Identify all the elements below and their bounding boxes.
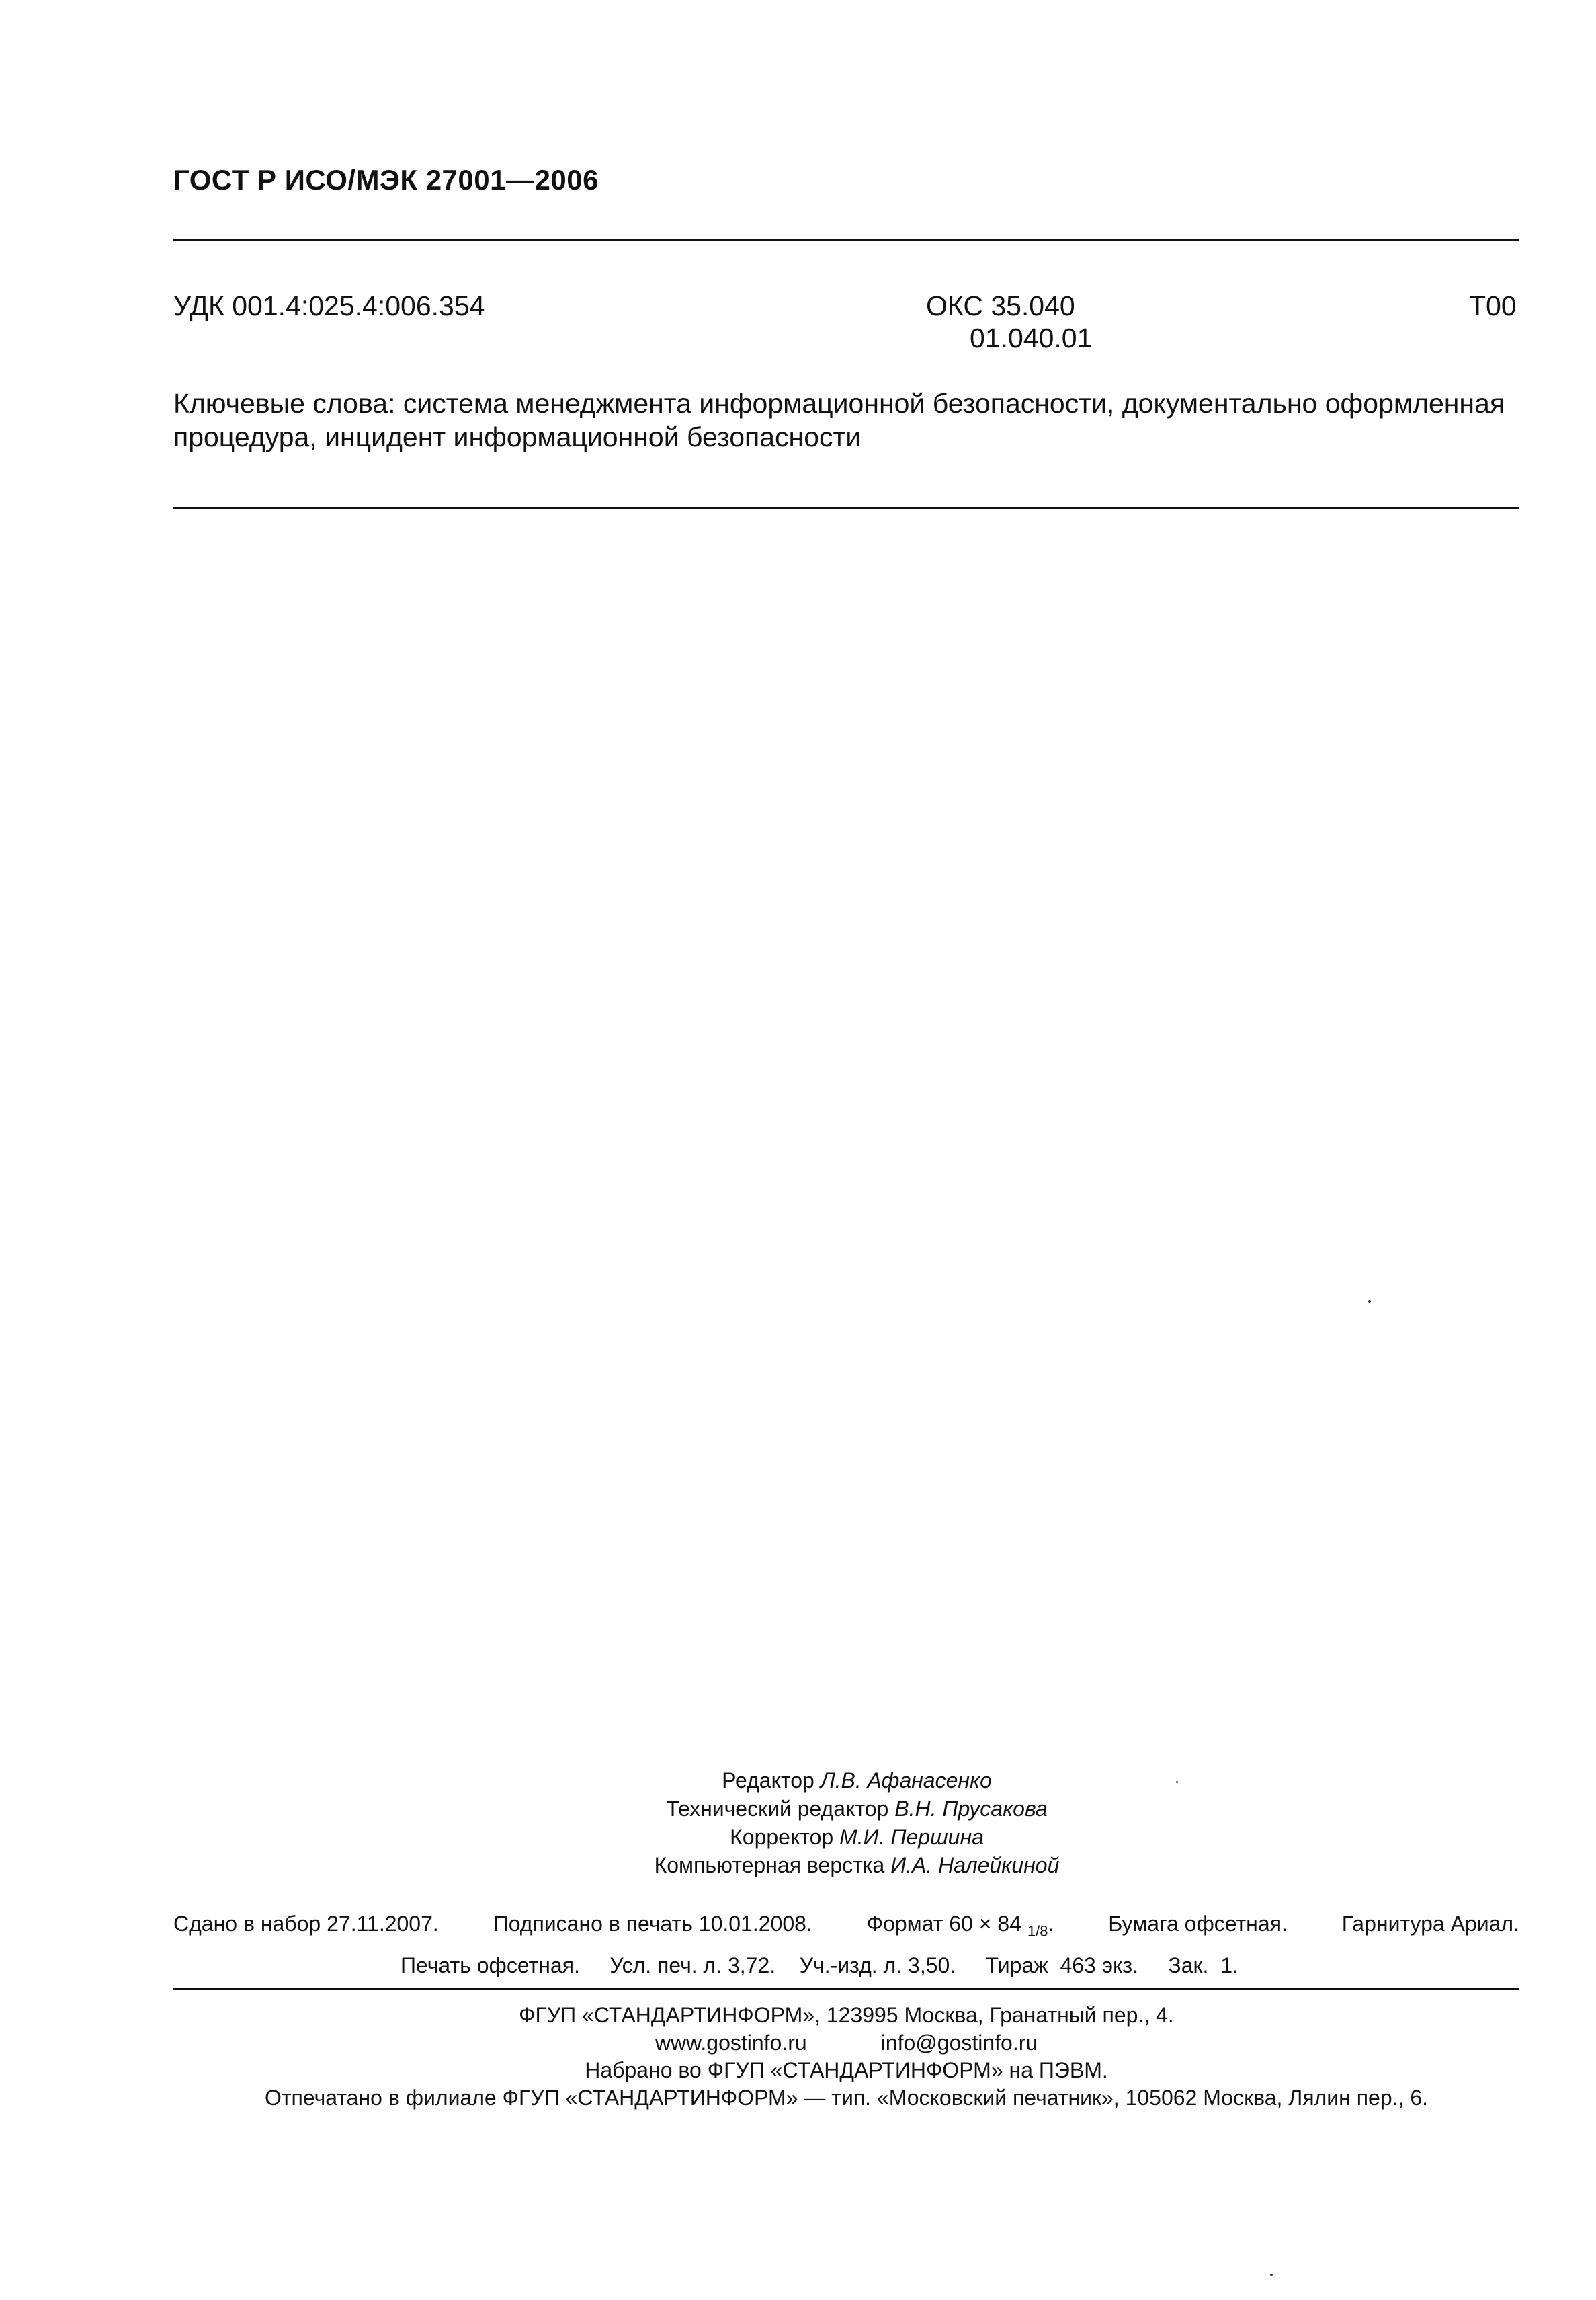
imprint-divider	[173, 1988, 1519, 1990]
imprint-print-sheets: Усл. печ. л. 3,72.	[610, 1953, 776, 1977]
imprint-submitted: Сдано в набор 27.11.2007.	[173, 1912, 439, 1936]
t-code: Т00	[1469, 290, 1517, 321]
standard-code: ГОСТ Р ИСО/МЭК 27001—2006	[173, 164, 599, 196]
publisher-typesetting: Набрано во ФГУП «СТАНДАРТИНФОРМ» на ПЭВМ.	[585, 2058, 1108, 2082]
imprint-signed: Подписано в печать 10.01.2008.	[493, 1912, 812, 1936]
credit-layout	[470, 1851, 1243, 1879]
top-divider	[173, 239, 1519, 241]
credit-tech-editor	[470, 1795, 1243, 1823]
editorial-credits	[470, 1766, 1243, 1879]
credit-layout-label: Компьютерная верстка	[654, 1853, 885, 1877]
keywords-divider	[173, 507, 1519, 509]
credit-editor	[470, 1766, 1243, 1795]
publisher-email: info@gostinfo.ru	[880, 2030, 1038, 2055]
keywords-line-2: процедура, инцидент информационной безопасности	[173, 421, 862, 452]
credit-corrector-name: М.И. Першина	[839, 1825, 984, 1849]
imprint-run: Тираж 463 экз.	[985, 1953, 1138, 1977]
keywords-line-1: Ключевые слова: система менеджмента информационной безопасности, документально оформленная	[173, 388, 1505, 419]
oks-code-secondary: 01.040.01	[970, 323, 1093, 354]
imprint-paper: Бумага офсетная.	[1108, 1912, 1288, 1936]
publisher-printing: Отпечатано в филиале ФГУП «СТАНДАРТИНФОРМ» — тип. «Московский печатник», 105062 Москва, Лялин пер., 6.	[264, 2086, 1428, 2110]
imprint-publ-sheets: Уч.-изд. л. 3,50.	[799, 1953, 956, 1977]
credit-tech-editor-name: В.Н. Прусакова	[894, 1797, 1048, 1821]
publisher-website: www.gostinfo.ru	[655, 2030, 807, 2055]
keywords-block	[173, 386, 1524, 454]
publisher-block	[173, 2002, 1519, 2112]
imprint-typeface: Гарнитура Ариал.	[1341, 1912, 1519, 1936]
imprint-format-fraction: 1/8	[1027, 1922, 1048, 1940]
imprint-line-2	[401, 1953, 1238, 1978]
scan-speck	[1270, 2274, 1273, 2276]
scan-speck	[1176, 1781, 1178, 1783]
credit-layout-name: И.А. Налейкиной	[890, 1853, 1060, 1877]
imprint-format-text: Формат 60 × 84	[866, 1912, 1021, 1936]
publisher-contacts	[173, 2029, 1519, 2057]
credit-corrector-label: Корректор	[730, 1825, 834, 1849]
scan-speck	[1368, 1300, 1371, 1303]
publisher-address: ФГУП «СТАНДАРТИНФОРМ», 123995 Москва, Гранатный пер., 4.	[519, 2003, 1174, 2027]
imprint-format: Формат 60 × 84 $_{1/8}$.	[866, 1912, 1054, 1940]
credit-tech-editor-label: Технический редактор	[666, 1797, 889, 1821]
imprint-line-1	[173, 1912, 1519, 1940]
oks-code-primary: ОКС 35.040	[926, 290, 1075, 321]
udk-code: УДК 001.4:025.4:006.354	[173, 290, 485, 321]
credit-editor-label: Редактор	[722, 1768, 814, 1793]
imprint-order: Зак. 1.	[1168, 1953, 1238, 1977]
credit-editor-name: Л.В. Афанасенко	[820, 1768, 992, 1793]
imprint-printing: Печать офсетная.	[401, 1953, 580, 1977]
credit-corrector	[470, 1823, 1243, 1851]
